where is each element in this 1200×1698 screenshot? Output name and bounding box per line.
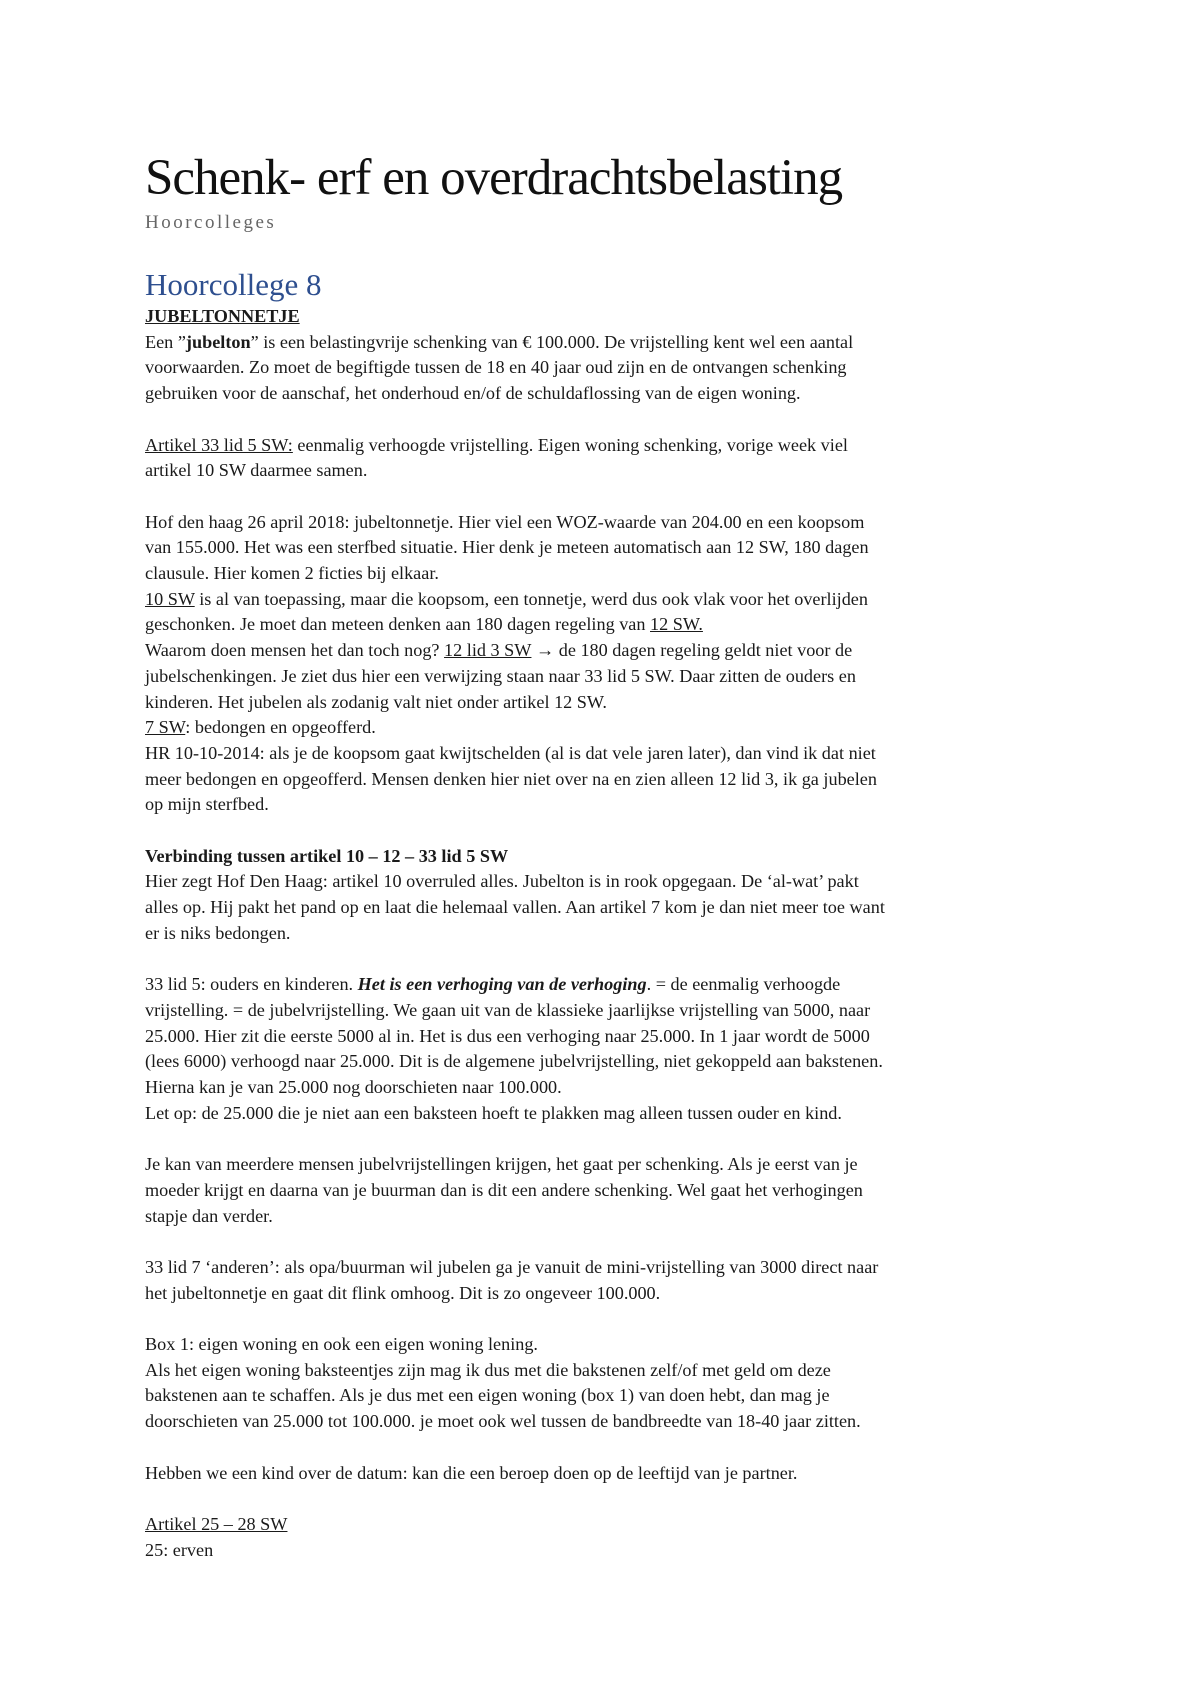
paragraph-box1-line4: doorschieten van 25.000 tot 100.000. je moet ook wel tussen de bandbreedte van 18-40 jaar zitten. (145, 1411, 861, 1432)
text-run: is al van toepassing, maar die koopsom, een tonnetje, werd dus ook vlak voor het overlijden (194, 588, 868, 609)
verbinding-heading: Verbinding tussen artikel 10 – 12 – 33 lid 5 SW (145, 845, 509, 866)
paragraph-sw10-line1 (145, 587, 1065, 613)
paragraph-lid7-line1: 33 lid 7 ‘anderen’: als opa/buurman wil jubelen ga je vanuit de mini-vrijstelling van 3000 direct naar (145, 1256, 879, 1277)
paragraph-hof-line3: clausule. Hier komen 2 ficties bij elkaar. (145, 563, 439, 583)
blank-line (145, 1306, 1065, 1332)
document-title: Schenk- erf en overdrachtsbelasting (145, 150, 843, 206)
paragraph-box1-line2: Als het eigen woning baksteentjes zijn mag ik dus met die bakstenen zelf/of met geld om deze (145, 1359, 831, 1380)
jubeltonnetje-heading: JUBELTONNETJE (145, 306, 300, 326)
paragraph-kind: Hebben we een kind over de datum: kan die een beroep doen op de leeftijd van je partner. (145, 1462, 798, 1483)
arrow-icon: → (531, 640, 559, 661)
blank-line (145, 484, 1065, 510)
text-run: geschonken. Je moet dan meteen denken aan 180 dagen regeling van (145, 614, 651, 635)
paragraph-jubelton-line2: voorwaarden. Zo moet de begiftigde tussen de 18 en 40 jaar oud zijn en de ontvangen schenking (145, 357, 847, 378)
paragraph-33lid5-line5: Hierna kan je van 25.000 nog doorschieten naar 100.000. (145, 1077, 562, 1098)
document-body (145, 304, 1065, 1563)
paragraph-art33-line1 (145, 433, 1065, 459)
article-ref-33-5: Artikel 33 lid 5 SW: (145, 434, 293, 455)
paragraph-33lid5-line2: vrijstelling. = de jubelvrijstelling. We gaan uit van de klassieke jaarlijkse vrijstelling van 5000, naar (145, 999, 871, 1020)
blank-line (145, 947, 1065, 973)
article-ref-10: 10 SW (145, 588, 195, 609)
blank-line (145, 1435, 1065, 1461)
paragraph-jubelton-line1 (145, 330, 1065, 356)
blank-line (145, 1486, 1065, 1512)
blank-line (145, 407, 1065, 433)
article-ref-12-3: 12 lid 3 SW (444, 640, 532, 661)
term-jubelton: jubelton (185, 331, 251, 352)
paragraph-hof-line1: Hof den haag 26 april 2018: jubeltonnetje. Hier viel een WOZ-waarde van 204.00 en een koopsom (145, 511, 865, 532)
text-run: de 180 dagen regeling geldt niet voor de (558, 640, 853, 661)
paragraph-verbinding-line2: alles op. Hij pakt het pand op en laat die helemaal vallen. Aan artikel 7 kom je dan niet meer toe want (145, 897, 885, 918)
paragraph-box1-line3: bakstenen aan te schaffen. Als je dus met een eigen woning (box 1) van doen hebt, dan mag je (145, 1385, 830, 1406)
emphasis-verhoging: Het is een verhoging van de verhoging (357, 974, 647, 995)
paragraph-art33-line2: artikel 10 SW daarmee samen. (145, 460, 368, 481)
blank-line (145, 1229, 1065, 1255)
text-run: eenmalig verhoogde vrijstelling. Eigen woning schenking, vorige week viel (292, 434, 848, 455)
paragraph-meerdere-line2: moeder krijgt en daarna van je buurman dan is dit een andere schenking. Wel gaat het verhogingen (145, 1179, 863, 1200)
text-run: Waarom doen mensen het dan toch nog? (145, 640, 445, 661)
blank-line (145, 1126, 1065, 1152)
paragraph-hr-line3: op mijn sterfbed. (145, 794, 269, 815)
paragraph-hr-line2: meer bedongen en opgeofferd. Mensen denken hier niet over na en zien alleen 12 lid 3, ik ga jubelen (145, 768, 877, 789)
document-subtitle: Hoorcolleges (145, 212, 277, 233)
paragraph-verbinding-line1: Hier zegt Hof Den Haag: artikel 10 overruled alles. Jubelton is in rook opgegaan. De ‘al-wat’ pakt (145, 871, 859, 892)
article-ref-25-28: Artikel 25 – 28 SW (145, 1513, 288, 1534)
paragraph-33lid5-line1 (145, 972, 1065, 998)
paragraph-verbinding-line3: er is niks bedongen. (145, 922, 291, 943)
text-run: Een ” (145, 331, 186, 352)
paragraph-33lid5-line3: 25.000. Hier zit die eerste 5000 al in. Het is dus een verhoging naar 25.000. In 1 jaar wordt de 5000 (145, 1025, 870, 1046)
text-run: . = de eenmalig verhoogde (646, 974, 841, 995)
paragraph-sw10-line2 (145, 612, 1065, 638)
paragraph-waarom-line2: jubelschenkingen. Je ziet dus hier een verwijzing staan naar 33 lid 5 SW. Daar zitten de ouders en (145, 665, 856, 686)
paragraph-jubelton-line3: gebruiken voor de aanschaf, het onderhoud en/of de schuldaflossing van de eigen woning. (145, 383, 801, 404)
paragraph-waarom-line3: kinderen. Het jubelen als zodanig valt niet onder artikel 12 SW. (145, 691, 607, 712)
paragraph-33lid5-line6: Let op: de 25.000 die je niet aan een baksteen hoeft te plakken mag alleen tussen ouder en kind. (145, 1102, 842, 1123)
paragraph-hof-line2: van 155.000. Het was een sterfbed situatie. Hier denk je meteen automatisch aan 12 SW, 180 dagen (145, 537, 869, 558)
article-ref-12: 12 SW. (650, 614, 703, 635)
paragraph-art25: 25: erven (145, 1539, 214, 1560)
text-run: 33 lid 5: ouders en kinderen. (145, 974, 358, 995)
paragraph-meerdere-line3: stapje dan verder. (145, 1205, 273, 1226)
document-page (145, 148, 1065, 1563)
article-ref-7: 7 SW (145, 717, 186, 738)
text-run: : bedongen en opgeofferd. (185, 717, 376, 738)
section-heading: Hoorcollege 8 (145, 267, 322, 302)
paragraph-box1-line1: Box 1: eigen woning en ook een eigen woning lening. (145, 1334, 538, 1355)
paragraph-meerdere-line1: Je kan van meerdere mensen jubelvrijstellingen krijgen, het gaat per schenking. Als je eerst van je (145, 1154, 858, 1175)
paragraph-waarom-line1 (145, 638, 1065, 664)
paragraph-hr-line1: HR 10-10-2014: als je de koopsom gaat kwijtschelden (al is dat vele jaren later), dan vind ik dat niet (145, 742, 876, 763)
paragraph-33lid5-line4: (lees 6000) verhoogd naar 25.000. Dit is de algemene jubelvrijstelling, niet gekoppeld aan bakstenen. (145, 1051, 883, 1072)
paragraph-lid7-line2: het jubeltonnetje en gaat dit flink omhoog. Dit is zo ongeveer 100.000. (145, 1282, 661, 1303)
text-run: ” is een belastingvrije schenking van € 100.000. De vrijstelling kent wel een aantal (250, 331, 854, 352)
blank-line (145, 818, 1065, 844)
paragraph-sw7 (145, 715, 1065, 741)
